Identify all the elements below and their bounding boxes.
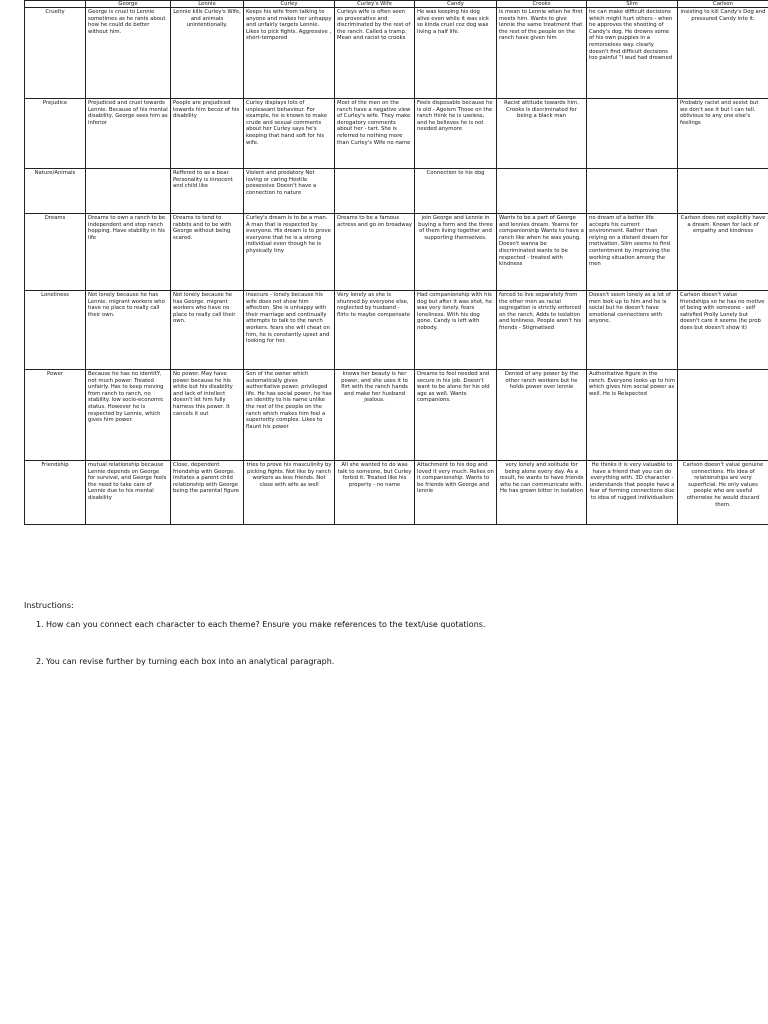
header-cell: Carlson [678,1,768,8]
table-row [25,214,768,291]
theme-label: Prejudice [25,99,86,169]
table-cell [497,169,587,214]
header-cell: Candy [415,1,497,8]
theme-label: Friendship [25,461,86,525]
header-cell: Slim [587,1,678,8]
table-cell: He was keeping his dog alive even while it was sick so kinda cruel coz dog was living a half life. [415,8,497,99]
table-cell: Doesn't seem lonely as a lot of men look up to him and he is social but he doesn't have emotional connections with anyone. [587,291,678,370]
table-cell: Not lonely because he has Lennie. migrant workers who have no place to really call their own. [86,291,171,370]
table-cell: Keeps his wife from talking to anyone and makes her unhappy and unfairly targets Lennie. Likes to pick fights. Aggressive , short-tempered [244,8,335,99]
table-cell: Wants to be a part of George and lennies dream. Yearns for companionship Wants to have a ranch like when he was young. Doesn't wanna be discriminated wants to be respected - treated with kindness [497,214,587,291]
table-row [25,169,768,214]
instruction-item [36,619,744,630]
header-cell [25,1,86,8]
table-cell: George is cruel to Lennie sometimes as he rants about how he could do better without him. [86,8,171,99]
table-cell: Had companionship with his dog but after it was shot, he was very lonely. fears loneliness. With his dog gone, Candy is left with nobody. [415,291,497,370]
table-cell: Prejudiced and cruel towards Lennie. Because of his mental disability, George sees him as inferior [86,99,171,169]
table-cell: forced to live separately from the other men as racial segregation is strictly enforced on the ranch. Adds to isolation and lonliness. People aren't his friends - Stigmatised [497,291,587,370]
table-cell: Probably racist and sexist but we don't see it but I can tell. oblivious to any one else's feelings [678,99,768,169]
table-cell: Dreams to feel needed and secure in his job. Doesn't want to be alone for his old age as well. Wants companions. [415,370,497,461]
table-cell: Not lonely because he has George. migrant workers who have no place to really call their own. [171,291,244,370]
table-row [25,8,768,99]
table-cell: Dreams to tend to rabbits and to be with George without being scared. [171,214,244,291]
table-cell: Because he has no identitY, not much power. Treated unfairly. Has to keep moving from ranch to ranch, no stability. low socio-economic status. However he is respected by Lennie, which gives him power. [86,370,171,461]
instruction-text: You can revise further by turning each box into an analytical paragraph. [46,657,335,666]
table-cell: Very lonely as she is shunned by everyone else, neglected by husband - flirts to maybe compensate [335,291,415,370]
table-cell: Carlson doesn't value friendships so he has no motive of being with someone - self satisfied Prolly Lonely but doesn't care it seems (he prob does but doesn't show it) [678,291,768,370]
table-cell: All she wanted to do was talk to someone, but Curley forbid it. Treated like his property - no name [335,461,415,525]
header-cell: Lennie [171,1,244,8]
table-cell: knows her beauty is her power, and she uses it to flirt with the ranch hands and make her husband jealous. [335,370,415,461]
table-cell: Connection to his dog [415,169,497,214]
table-cell: join George and Lennie in buying a form and the three of them living together and supporting themselves. [415,214,497,291]
table-cell: Most of the men on the ranch have a negative view of Curley's wife. They make derogatory comments about her - tart. She is referred to nothing more than Curley's Wife no name [335,99,415,169]
table-row [25,99,768,169]
header-cell: George [86,1,171,8]
theme-label: Loneliness [25,291,86,370]
table-cell: Attachment to his dog and loved it very much. Relies on it companionship. Wants to be friends with George and lennie [415,461,497,525]
theme-label: Nature/Animals [25,169,86,214]
table-cell: Dreams to own a ranch to be independent and stop ranch hopping. Have stability in his life [86,214,171,291]
table-cell: very lonely and solitude for being alone every day. As a result, he wants to have friends who he can communicate with. He has grown bitter in isolation [497,461,587,525]
table-cell: Racist attitude towards him. Crooks is discriminated for being a black man [497,99,587,169]
table-cell: Son of the owner which automatically gives authoritative power. privileged life. He has social power, he has an identity to his name unlike the rest of the people on the ranch which makes him feel a superiority complex. Likes to flaunt his power [244,370,335,461]
table-cell [678,370,768,461]
theme-character-table [24,0,768,525]
table-cell: Is mean to Lennie when he first meets him. Wants to give lennie the same treatment that the rest of the people on the ranch have given him [497,8,587,99]
table-cell: Denied of any power by the other ranch workers but he holds power over lennie [497,370,587,461]
table-cell: He thinks it is very valuable to have a friend that you can do everything with. 3D character - understands that people have a fear of forming connections due to idea of rugged individualism [587,461,678,525]
table-cell [587,169,678,214]
header-cell: Curley's Wife [335,1,415,8]
table-row [25,461,768,525]
table-row [25,370,768,461]
instruction-number: 1. [36,620,44,629]
table-cell: People are prejudiced towards him becoz of his disability [171,99,244,169]
table-cell: Carlson does not explicitly have a dream. Known for lack of empathy and kindness [678,214,768,291]
header-cell: Crooks [497,1,587,8]
table-cell: Curleys wife is often seen as provocative and discriminated by the rest of the ranch. Called a tramp. Mean and racist to crooks [335,8,415,99]
table-cell [587,99,678,169]
table-cell: Close, dependent friendship with George. Imitates a parent child relationship with George being the parental figure [171,461,244,525]
table-cell: Carlson doesn't value genuine connections. His idea of relationships are very superficial. He only values people who are useful otherwise he would discard them. [678,461,768,525]
table-cell [86,169,171,214]
table-cell: insisting to kill Candy's Dog and pressured Candy into it. [678,8,768,99]
instructions-block [24,600,744,667]
table-cell: he can make difficult decisions which might hurt others - when he approves the shooting of Candy's dog. He drowns some of his own puppies in a remorseless way. clearly doesn't find difficult decisions too painful "I wud had drowned [587,8,678,99]
table-cell: Curley's dream is to be a man. A man that is respected by everyone. His dream is to prove everyone that he is a strong individual even though he is physically tiny [244,214,335,291]
table-cell: Reffered to as a bear. Personality is innocent and child like [171,169,244,214]
table-cell: Curley displays lots of unpleasant behaviour. For example, he is known to make crude and sexual comments about her Curley says he's keeping that hand soft for his wife. [244,99,335,169]
table-cell: tries to prove his masculinity by picking fights. Not like by ranch workers as less friends. Not close with wife as well [244,461,335,525]
table-cell: Feels disposable because he is old - Ageism Those on the ranch think he is useless, and he believes he is not needed anymore [415,99,497,169]
table-cell: Dreams to be a famous actress and go on broadway [335,214,415,291]
theme-label: Power [25,370,86,461]
table-cell: mutual relationship because Lennie depends on George for survival, and George feels the need to take care of Lennie due to his mental disability [86,461,171,525]
table-cell: Violent and predatory Not loving or caring Hostile possessive Doesn't have a connection to nature [244,169,335,214]
table-cell: no dream of a better life accepts his current environment. Rather than relying on a distant dream for motivation, Slim seems to find contentment by improving the working situation among the men [587,214,678,291]
instruction-number: 2. [36,657,44,666]
header-row [25,1,768,8]
header-cell: Curley [244,1,335,8]
instruction-item [36,656,744,667]
table-cell: Insecure - lonely because his wife does not show him affection. She is unhappy with their marriage and continually attempts to talk to the ranch workers. fears she will cheat on him, he is constantly upset and looking for her. [244,291,335,370]
table-cell: Authoritative figure in the ranch. Everyone looks up to him which gives him social power as well. He is Reispected [587,370,678,461]
table-cell: Lennie kills Curley's Wife, and animals unintentionally. [171,8,244,99]
theme-label: Dreams [25,214,86,291]
table-cell [335,169,415,214]
instruction-text: How can you connect each character to each theme? Ensure you make references to the text/use quotations. [46,620,486,629]
instructions-title: Instructions: [24,601,74,610]
theme-label: Cruelty [25,8,86,99]
table-cell [678,169,768,214]
table-row [25,291,768,370]
table-cell: No power. May have power because he his white but his disability and lack of intellect doesn't let him fully harness this power. It cancels it out [171,370,244,461]
